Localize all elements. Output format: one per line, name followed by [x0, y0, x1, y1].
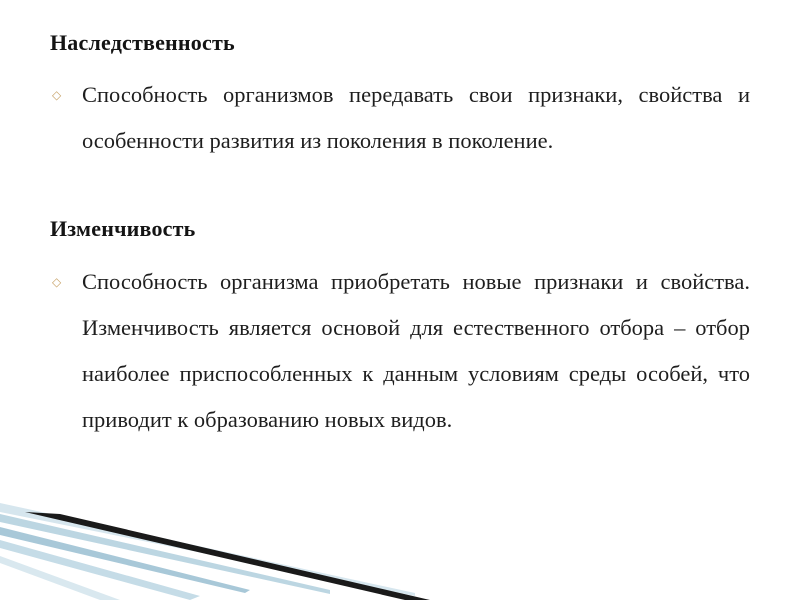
diamond-outline-icon: ◇: [52, 88, 62, 102]
paragraph-heredity: Способность организмов передавать свои признаки, свойства и особенности развития из поколения в поколение.: [82, 82, 750, 153]
heading-variability: Изменчивость: [50, 216, 196, 241]
heading-heredity: Наследственность: [50, 30, 235, 55]
paragraph-variability: Способность организма приобретать новые признаки и свойства. Изменчивость является основой для естественного отбора – отбор наиболее приспособленных к данным условиям среды особей, что приводит к образованию новых видов.: [82, 269, 750, 432]
diamond-outline-icon: ◇: [52, 275, 62, 289]
